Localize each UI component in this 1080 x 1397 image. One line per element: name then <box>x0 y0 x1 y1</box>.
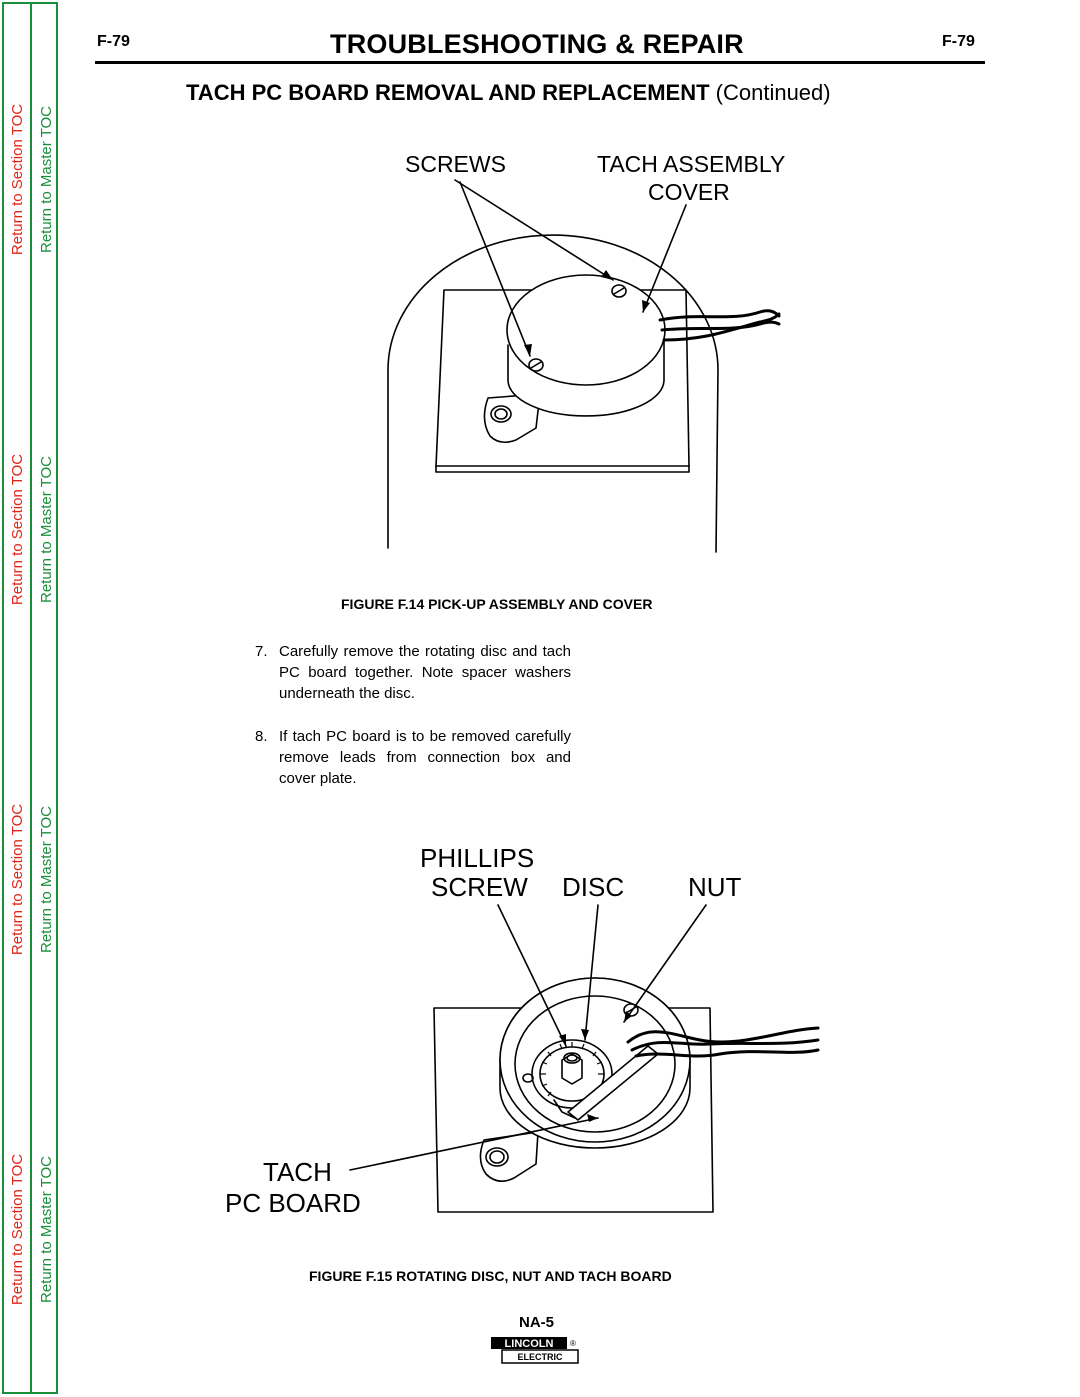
master-toc-label: Return to Master TOC <box>37 805 55 953</box>
page-title: TROUBLESHOOTING & REPAIR <box>330 29 744 59</box>
figure-f15-drawing <box>0 900 1080 1230</box>
section-toc-label: Return to Section TOC <box>9 1153 27 1305</box>
footer-page-number: NA-5 <box>519 1314 555 1331</box>
master-toc-label: Return to Master TOC <box>37 1155 55 1303</box>
step-text: Carefully remove the rotating disc and tach PC board together. Note spacer washers underneath the disc. <box>279 643 571 702</box>
lincoln-electric-logo <box>488 1336 580 1366</box>
label-phillips: PHILLIPS <box>420 843 535 873</box>
label-disc: DISC <box>562 872 625 902</box>
section-toc-label: Return to Section TOC <box>9 103 27 255</box>
figure-f14-drawing <box>0 0 1080 600</box>
step-text: If tach PC board is to be removed carefully remove leads from connection box and cover plate. <box>279 728 571 787</box>
label-tach-assembly: TACH ASSEMBLY <box>597 151 786 177</box>
label-cover: COVER <box>648 179 730 205</box>
label-nut: NUT <box>688 872 742 902</box>
subtitle-main: TACH PC BOARD REMOVAL AND REPLACEMENT <box>186 80 710 105</box>
page-number-left: F-79 <box>97 33 130 50</box>
master-toc-label: Return to Master TOC <box>37 105 55 253</box>
logo-bottom-text: ELECTRIC <box>517 1352 563 1362</box>
master-toc-label: Return to Master TOC <box>37 455 55 603</box>
section-toc-label: Return to Section TOC <box>9 453 27 605</box>
step-item <box>255 641 571 704</box>
logo-registered-mark: ® <box>570 1339 576 1348</box>
figure-f15-caption: FIGURE F.15 ROTATING DISC, NUT AND TACH BOARD <box>309 1268 672 1284</box>
label-screw: SCREW <box>431 872 528 902</box>
step-item <box>255 726 571 789</box>
logo-top-text: LINCOLN <box>504 1338 554 1350</box>
step-number: 8. <box>255 728 268 745</box>
label-tach: TACH <box>263 1157 332 1187</box>
page-number-right: F-79 <box>942 33 975 50</box>
figure-f14-caption: FIGURE F.14 PICK-UP ASSEMBLY AND COVER <box>341 596 653 612</box>
label-screws: SCREWS <box>405 151 506 177</box>
section-toc-label: Return to Section TOC <box>9 803 27 955</box>
step-number: 7. <box>255 643 268 660</box>
label-pc-board: PC BOARD <box>225 1188 361 1218</box>
subtitle-continued: (Continued) <box>715 80 831 105</box>
